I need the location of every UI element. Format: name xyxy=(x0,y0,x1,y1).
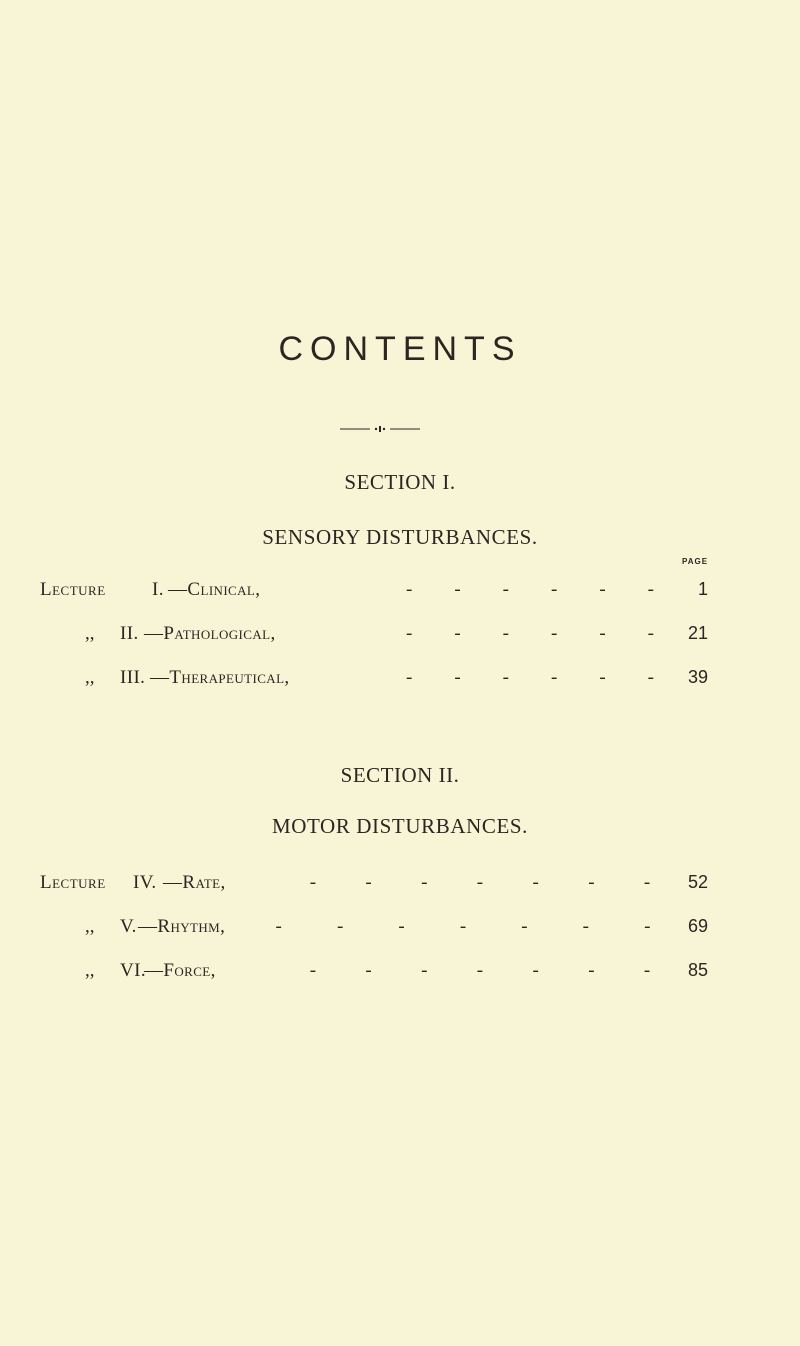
toc-entry-numeral: IV. xyxy=(133,872,157,893)
toc-entry-page: 21 xyxy=(687,623,708,643)
section-2-subheading: MOTOR DISTURBANCES. xyxy=(271,814,529,838)
toc-entry[interactable] xyxy=(40,872,720,902)
toc-entry-page: 1 xyxy=(697,579,708,599)
toc-entry-numeral: III. xyxy=(120,667,146,688)
toc-entry-title: —Pathological, xyxy=(144,623,276,644)
toc-entry-title: —Force, xyxy=(144,960,216,981)
toc-entry-ditto: ,, xyxy=(85,623,95,644)
toc-leader-dots: - - - - - - - xyxy=(275,916,651,937)
page-column-label: PAGE xyxy=(682,557,709,566)
toc-entry-lead: Lecture xyxy=(40,579,106,600)
toc-leader-dots: - - - - - - xyxy=(406,579,654,600)
toc-entry-page: 39 xyxy=(687,667,708,687)
toc-entry-page: 69 xyxy=(687,916,708,936)
toc-entry-ditto: ,, xyxy=(85,667,95,688)
toc-entry-page: 52 xyxy=(687,872,708,892)
toc-leader-dots: - - - - - - - xyxy=(309,960,651,981)
toc-entry-title: —Clinical, xyxy=(168,579,261,600)
toc-entry-lead: Lecture xyxy=(40,872,106,893)
toc-entry[interactable] xyxy=(40,667,720,697)
toc-leader-dots: - - - - - - - xyxy=(309,872,651,893)
section-2-heading: SECTION II. xyxy=(340,763,460,787)
section-1-heading: SECTION I. xyxy=(344,470,456,494)
toc-entry-title: —Therapeutical, xyxy=(150,667,290,688)
toc-entry-title: —Rate, xyxy=(163,872,226,893)
toc-leader-dots: - - - - - - xyxy=(406,623,654,644)
toc-entry-ditto: ,, xyxy=(85,960,95,981)
toc-entry[interactable] xyxy=(40,579,720,609)
page-title: CONTENTS xyxy=(278,330,522,368)
toc-entry[interactable] xyxy=(40,960,720,990)
toc-entry-ditto: ,, xyxy=(85,916,95,937)
toc-entry-numeral: V. xyxy=(120,916,137,937)
toc-entry-title: —Rhythm, xyxy=(138,916,226,937)
toc-entry[interactable] xyxy=(40,623,720,653)
toc-entry-page: 85 xyxy=(687,960,708,980)
section-1-subheading: SENSORY DISTURBANCES. xyxy=(262,525,538,549)
toc-entry-numeral: VI. xyxy=(120,960,146,981)
toc-entry-numeral: I. xyxy=(152,579,164,600)
toc-entry-numeral: II. xyxy=(120,623,139,644)
ornament-divider xyxy=(340,425,420,433)
toc-entry[interactable] xyxy=(40,916,720,946)
toc-leader-dots: - - - - - - xyxy=(406,667,654,688)
